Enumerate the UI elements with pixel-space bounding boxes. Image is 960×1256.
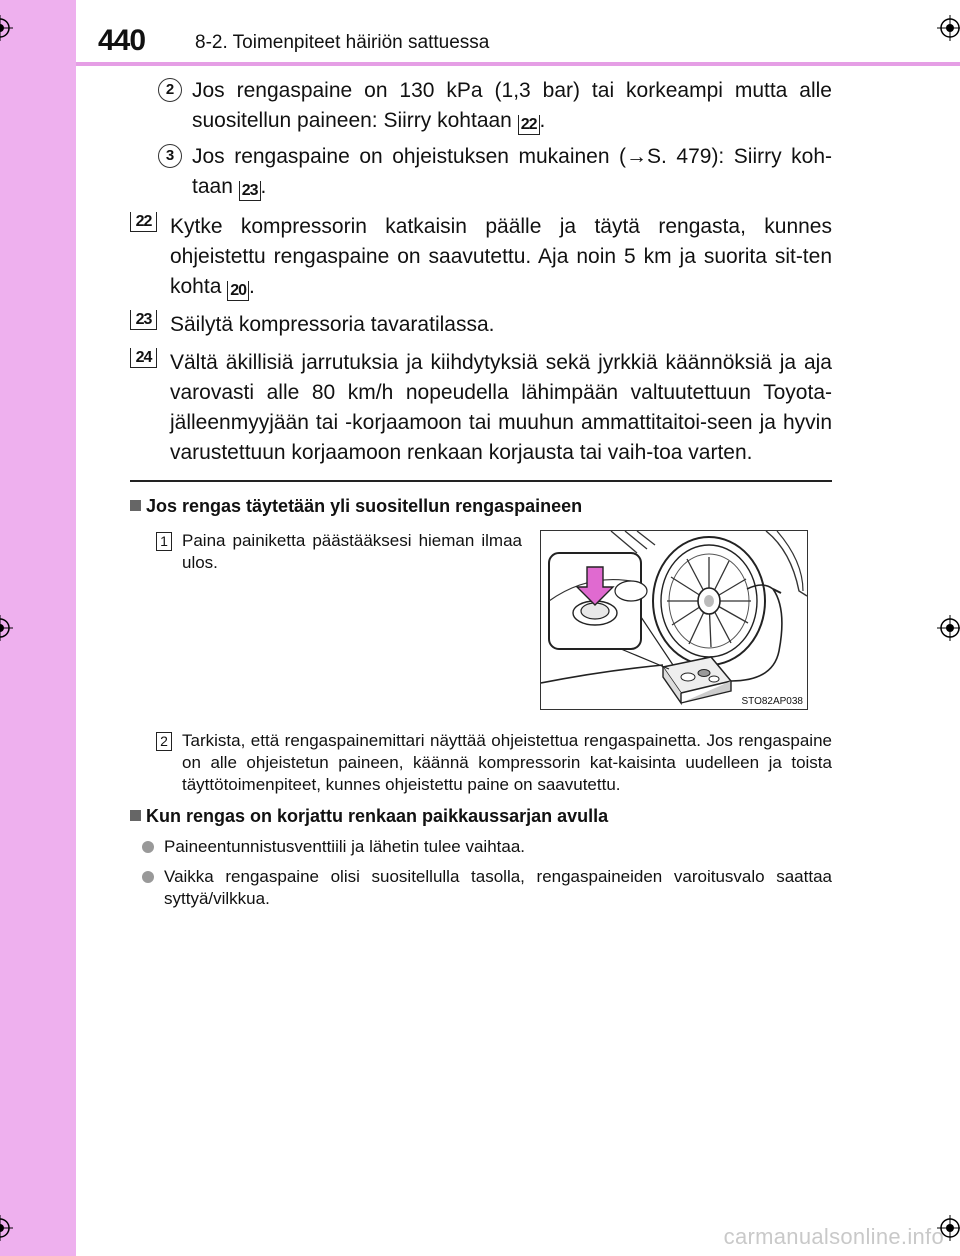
- substep-text: Jos rengaspaine on 130 kPa (1,3 bar) tai korkeampi mutta alle suositellun paineen: Siirry kohtaan: [192, 79, 832, 132]
- section-heading-repair-kit: [130, 804, 832, 828]
- step-22: [130, 212, 832, 302]
- page-content: [130, 70, 832, 910]
- substep-3: [130, 142, 832, 202]
- instruction-1: [160, 530, 522, 574]
- step-text: Säilytä kompressoria tavaratilassa.: [170, 313, 495, 336]
- square-bullet-icon: [130, 500, 141, 511]
- header-rule: [76, 62, 960, 66]
- step-text: Vältä äkillisiä jarrutuksia ja kiihdytyksiä sekä jyrkkiä käännöksiä ja aja varovasti alle 80 km/h nopeudella lähimpään valtuutettuun Toyota-jälleenmyyjään tai -korjaamoon tai muuhun ammattitaitoi-seen ja hyvin varustettuun korjaamoon renkaan korjausta tai vaih-toa varten.: [170, 351, 832, 464]
- sentence-end: .: [249, 275, 255, 298]
- compressor-illustration: [540, 530, 808, 710]
- watermark: carmanualsonline.info: [723, 1224, 944, 1249]
- instruction-with-figure: [130, 530, 832, 720]
- square-bullet-icon: [130, 810, 141, 821]
- step-number: 23: [130, 310, 157, 330]
- instruction-2: [130, 730, 832, 796]
- registration-mark-icon: [937, 615, 960, 641]
- list-item: [130, 836, 832, 858]
- section-heading-overinflation: [130, 494, 832, 518]
- substep-number: 3: [158, 144, 182, 168]
- step-reference: 23: [239, 181, 261, 201]
- instruction-text: Paina painiketta päästääksesi hieman ilmaa ulos.: [182, 530, 522, 572]
- step-number: 22: [130, 212, 157, 232]
- registration-mark-icon: [937, 15, 960, 41]
- divider: [130, 480, 832, 482]
- list-item-text: Vaikka rengaspaine olisi suositellulla tasolla, rengaspaineiden varoitusvalo saattaa syttyä/vilkkua.: [164, 866, 832, 908]
- page-number: 440: [98, 24, 146, 57]
- registration-mark-icon: [0, 1215, 13, 1241]
- bullet-dot-icon: [142, 871, 154, 883]
- step-reference: 22: [518, 115, 540, 135]
- step-23: [130, 310, 832, 340]
- section-heading-text: Jos rengas täytetään yli suositellun rengaspaineen: [146, 495, 583, 516]
- sentence-end: .: [260, 175, 267, 198]
- instruction-number: 2: [156, 732, 172, 751]
- registration-mark-icon: [0, 615, 13, 641]
- step-number: 24: [130, 348, 157, 368]
- substep-number: 2: [158, 78, 182, 102]
- registration-mark-icon: [0, 15, 13, 41]
- sentence-end: .: [539, 109, 546, 132]
- section-heading-text: Kun rengas on korjattu renkaan paikkaussarjan avulla: [146, 805, 609, 826]
- figure-code: STO82AP038: [741, 695, 803, 707]
- bullet-dot-icon: [142, 841, 154, 853]
- substep-2: [130, 76, 832, 136]
- section-title: 8-2. Toimenpiteet häiriön sattuessa: [195, 32, 490, 53]
- list-item-text: Paineentunnistusventtiili ja lähetin tulee vaihtaa.: [164, 836, 526, 856]
- instruction-number: 1: [156, 532, 172, 551]
- list-item: [130, 866, 832, 910]
- substep-text: Jos rengaspaine on ohjeistuksen mukainen (→S. 479): Siirry koh-taan: [192, 145, 832, 198]
- instruction-text: Tarkista, että rengaspainemittari näyttää ohjeistettua rengaspainetta. Jos rengaspaine on alle ohjeistetun paineen, käännä kompressorin kat-kaisinta uudelleen ja toista täyttötoimenpiteet, kunnes ohjeistettu paine on saavutettu.: [182, 730, 832, 794]
- step-24: [130, 348, 832, 468]
- step-text: Kytke kompressorin katkaisin päälle ja täytä rengasta, kunnes ohjeistettu rengaspaine on saavutettu. Aja noin 5 km ja suorita sit-ten kohta: [170, 215, 832, 298]
- step-reference: 20: [227, 281, 249, 301]
